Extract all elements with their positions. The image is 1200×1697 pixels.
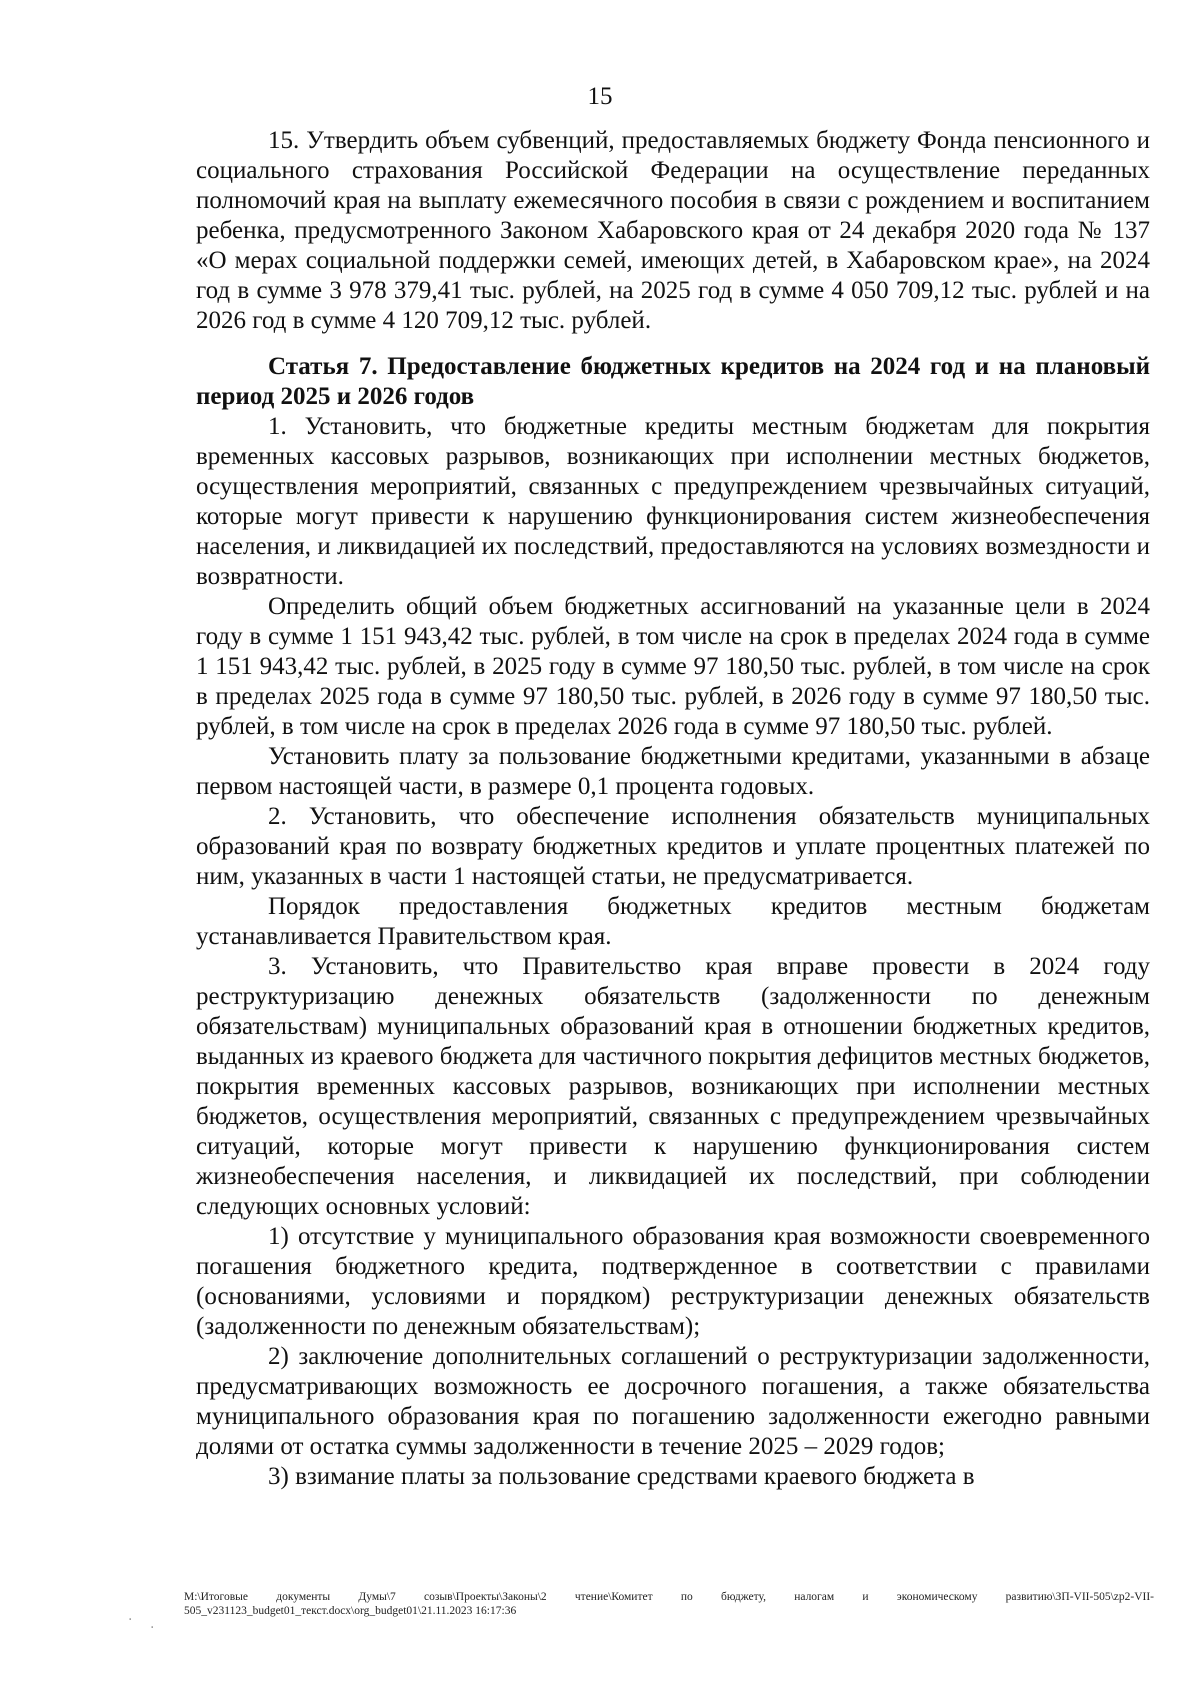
scan-speck: · [128,1612,133,1628]
paragraph-credits-fee: Установить плату за пользование бюджетными кредитами, указанными в абзаце первом настоящей части, в размере 0,1 процента годовых. [196,743,1150,800]
page-number: 15 [587,83,613,110]
scan-speck: · [150,1620,155,1636]
footer-file-path: M:\Итоговые документы Думы\7 созыв\Проекты\Законы\2 чтение\Комитет по бюджету, налогам и экономическому развитию\ЗП-VII-505\zp2-VII-505_v231123_budget01_текст.docx\org_budget01\21.11.2023 16:17:36 [184,1591,1154,1617]
list-item-condition-3: 3) взимание платы за пользование средствами краевого бюджета в [268,1463,975,1490]
article-7-heading: Статья 7. Предоставление бюджетных кредитов на 2024 год и на плановый период 2025 и 2026 годов [196,353,1150,410]
paragraph-credits-volume: Определить общий объем бюджетных ассигнований на указанные цели в 2024 году в сумме 1 151 943,42 тыс. рублей, в том числе на срок в пределах 2024 года в сумме 1 151 943,42 тыс. рублей, в 2025 году в сумме 97 180,50 тыс. рублей, в том числе на срок в пределах 2025 года в сумме 97 180,50 тыс. рублей, в 2026 году в сумме 97 180,50 тыс. рублей, в том числе на срок в пределах 2026 года в сумме 97 180,50 тыс. рублей. [196,593,1150,740]
paragraph-obligations: 2. Установить, что обеспечение исполнения обязательств муниципальных образований края по возврату бюджетных кредитов и уплате процентных платежей по ним, указанных в части 1 настоящей статьи, не предусматривается. [196,803,1150,890]
document-body [196,126,1150,1492]
paragraph-restructuring: 3. Установить, что Правительство края вправе провести в 2024 году реструктуризацию денежных обязательств (задолженности по денежным обязательствам) муниципальных образований края в отношении бюджетных кредитов, выданных из краевого бюджета для частичного покрытия дефицитов местных бюджетов, покрытия временных кассовых разрывов, возникающих при исполнении местных бюджетов, осуществления мероприятий, связанных с предупреждением чрезвычайных ситуаций, которые могут привести к нарушению функционирования систем жизнеобеспечения населения, и ликвидацией их последствий, при соблюдении следующих основных условий: [196,953,1150,1220]
paragraph-subventions: 15. Утвердить объем субвенций, предоставляемых бюджету Фонда пенсионного и социального страхования Российской Федерации на осуществление переданных полномочий края на выплату ежемесячного пособия в связи с рождением и воспитанием ребенка, предусмотренного Законом Хабаровского края от 24 декабря 2020 года № 137 «О мерах социальной поддержки семей, имеющих детей, в Хабаровском крае», на 2024 год в сумме 3 978 379,41 тыс. рублей, на 2025 год в сумме 4 050 709,12 тыс. рублей и на 2026 год в сумме 4 120 709,12 тыс. рублей. [196,127,1150,334]
list-item-condition-1: 1) отсутствие у муниципального образования края возможности своевременного погашения бюджетного кредита, подтвержденное в соответствии с правилами (основаниями, условиями и порядком) реструктуризации денежных обязательств (задолженности по денежным обязательствам); [196,1223,1150,1340]
paragraph-credits-conditions: 1. Установить, что бюджетные кредиты местным бюджетам для покрытия временных кассовых разрывов, возникающих при исполнении местных бюджетов, осуществления мероприятий, связанных с предупреждением чрезвычайных ситуаций, которые могут привести к нарушению функционирования систем жизнеобеспечения населения, и ликвидацией их последствий, предоставляются на условиях возмездности и возвратности. [196,413,1150,590]
paragraph-procedure: Порядок предоставления бюджетных кредитов местным бюджетам устанавливается Правительством края. [196,893,1150,950]
list-item-condition-2: 2) заключение дополнительных соглашений о реструктуризации задолженности, предусматривающих возможность ее досрочного погашения, а также обязательства муниципального образования края по погашению задолженности ежегодно равными долями от остатка суммы задолженности в течение 2025 – 2029 годов; [196,1343,1150,1460]
